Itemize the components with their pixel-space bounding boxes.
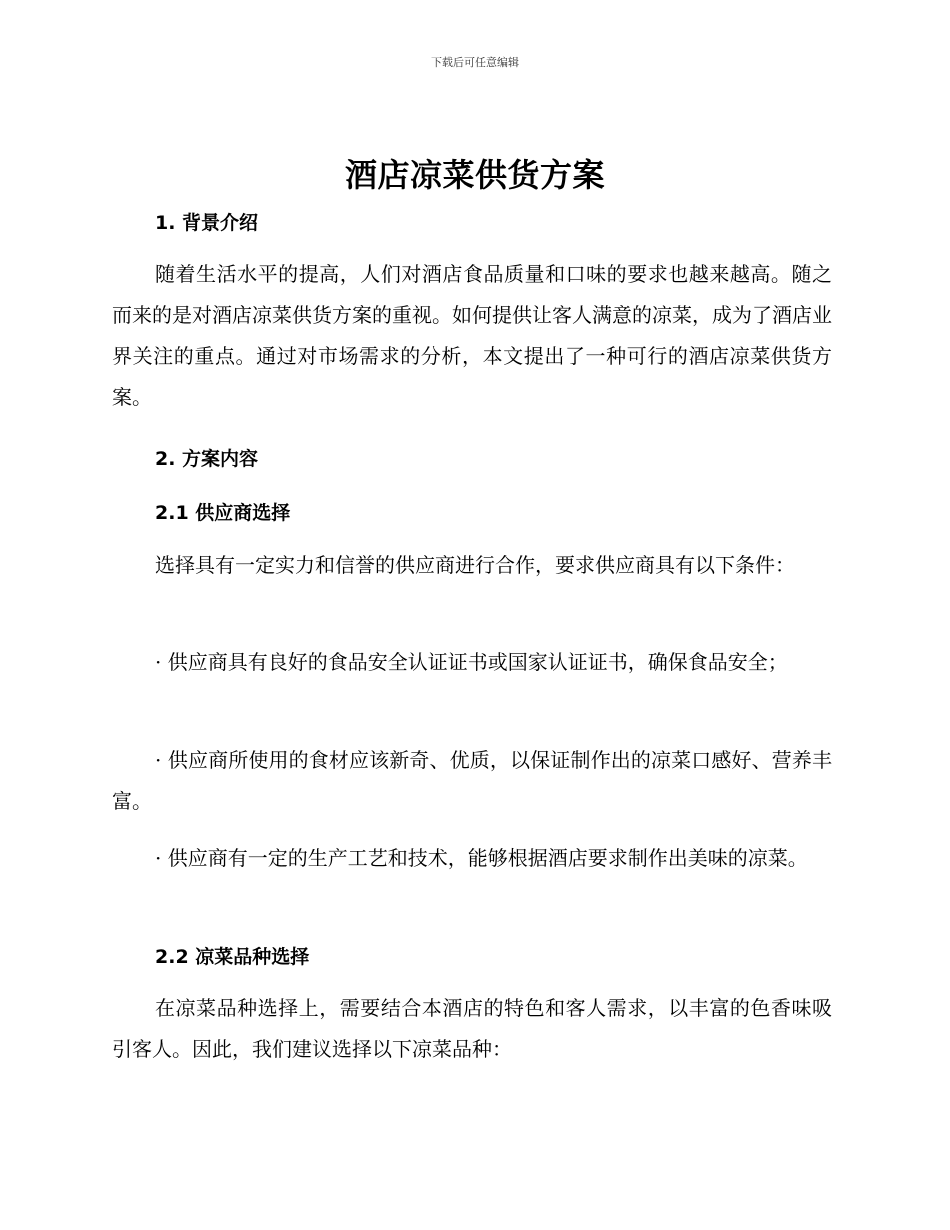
paragraph-dish-selection: 在凉菜品种选择上，需要结合本酒店的特色和客人需求，以丰富的色香味吸引客人。因此，我们建议选择以下凉菜品种：	[112, 996, 832, 1061]
section-heading-background: 1. 背景介绍	[155, 212, 259, 234]
section-heading-supplier-selection: 2.1 供应商选择	[155, 502, 291, 524]
document-title: 酒店凉菜供货方案	[344, 156, 605, 194]
page-header-note: 下载后可任意编辑	[431, 56, 519, 69]
paragraph-background: 随着生活水平的提高，人们对酒店食品质量和口味的要求也越来越高。随之而来的是对酒店凉菜供货方案的重视。如何提供让客人满意的凉菜，成为了酒店业界关注的重点。通过对市场需求的分析，本文提出了一种可行的酒店凉菜供货方案。	[112, 262, 832, 409]
section-heading-plan-content: 2. 方案内容	[155, 448, 259, 470]
section-heading-dish-selection: 2.2 凉菜品种选择	[155, 946, 310, 968]
paragraph-supplier-selection: 选择具有一定实力和信誉的供应商进行合作，要求供应商具有以下条件：	[155, 553, 795, 577]
list-item-ingredients: · 供应商所使用的食材应该新奇、优质，以保证制作出的凉菜口感好、营养丰富。	[112, 748, 832, 813]
list-item-production-tech: · 供应商有一定的生产工艺和技术，能够根据酒店要求制作出美味的凉菜。	[155, 846, 808, 870]
list-item-food-safety: · 供应商具有良好的食品安全认证证书或国家认证证书，确保食品安全；	[155, 650, 788, 674]
